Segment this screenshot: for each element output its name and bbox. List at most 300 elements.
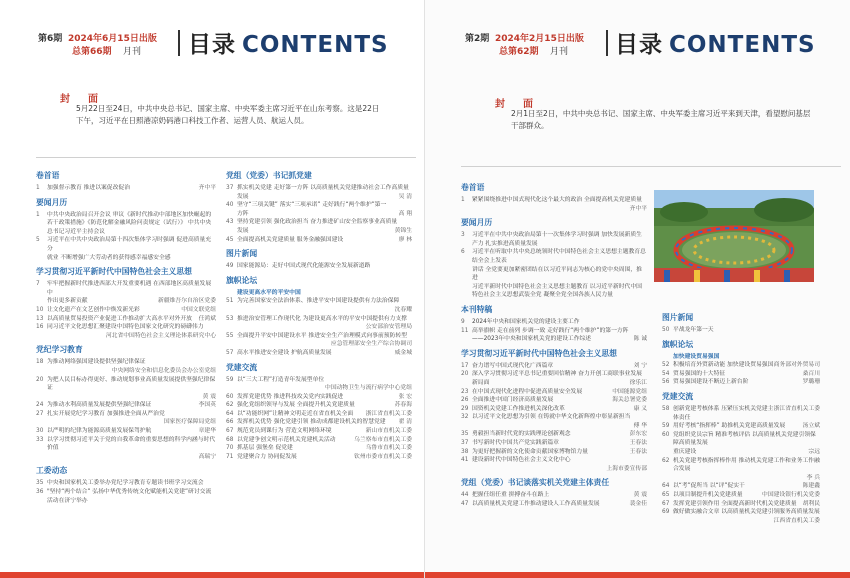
toc-entry[interactable] bbox=[461, 318, 647, 327]
page-number: 20 bbox=[36, 376, 44, 383]
entry-title: 全面推进中国门经济高质量发展 bbox=[472, 397, 554, 404]
toc-entry[interactable] bbox=[662, 457, 820, 474]
toc-entry[interactable] bbox=[226, 218, 412, 227]
page-number: 17 bbox=[461, 362, 469, 369]
entry-title: 习近平在听取中共中央总统领时代中国特色社会主义思想主题教育总结全会上发表 bbox=[472, 249, 646, 264]
toc-entry[interactable] bbox=[36, 184, 216, 193]
entry-title: 以习近平文化思想为引领 在铸就中华文化新辉煌中彰显新担当 bbox=[472, 414, 631, 421]
toc-entry[interactable] bbox=[662, 431, 820, 448]
entry-title: 勇毅担当新时代党的实践理论创新观念 bbox=[472, 431, 571, 438]
toc-entry[interactable] bbox=[662, 500, 820, 509]
toc-entry[interactable] bbox=[662, 491, 820, 500]
toc-entry-continuation bbox=[461, 283, 647, 292]
toc-entry-continuation bbox=[226, 384, 412, 393]
toc-entry[interactable] bbox=[662, 361, 820, 370]
entry-title: 坚持党建引领 强化政治担当 奋力推进矿山安全监察事业高质量 bbox=[237, 219, 398, 226]
cover-line: 干部群众。 bbox=[511, 121, 549, 130]
entry-title-continued bbox=[47, 418, 164, 427]
toc-entry[interactable] bbox=[36, 211, 216, 228]
page-number: 26 bbox=[461, 397, 469, 404]
publish-date: 2024年6月15日出版 bbox=[68, 34, 157, 44]
page-number: 62 bbox=[226, 402, 234, 409]
toc-entry[interactable] bbox=[226, 436, 412, 445]
entry-title: 规范党员到课行为 营造文明网络环境 bbox=[237, 428, 332, 435]
entry-author: 康 义 bbox=[633, 405, 647, 412]
toc-entry[interactable] bbox=[662, 508, 820, 517]
entry-title-continued: 产力 扎实推进高质量发展 bbox=[472, 240, 538, 247]
entry-author: 胡利民 bbox=[802, 500, 820, 507]
page-number: 24 bbox=[36, 402, 44, 409]
page-number: 56 bbox=[662, 379, 670, 386]
section-heading: 旗帜论坛 bbox=[226, 275, 258, 285]
section-heading: 本刊特稿 bbox=[461, 304, 493, 314]
entry-author: 商务部对外贸易司 bbox=[773, 362, 820, 369]
page-number: 29 bbox=[461, 405, 469, 412]
toc-entry[interactable] bbox=[36, 358, 216, 367]
entry-title: 习近平在中共中央政治局第十一次集体学习时强调 加快发展新质生 bbox=[472, 232, 642, 239]
section-heading: 党组（党委）书记抓党建 bbox=[226, 171, 312, 180]
title-cn: 目录 bbox=[188, 32, 236, 58]
entry-title-continued bbox=[237, 323, 366, 332]
entry-author: 黄锦生 bbox=[394, 227, 412, 234]
toc-entry-continuation bbox=[36, 453, 216, 462]
entry-author: 中国文联党组 bbox=[181, 306, 216, 313]
page-number: 54 bbox=[662, 370, 670, 377]
toc-entry[interactable] bbox=[226, 453, 412, 462]
cover-line: 5月22日至24日，中共中央总书记、国家主席、中央军委主席习近平在山东考察。这是22日 bbox=[76, 104, 380, 113]
entry-title-continued: 习近平新时代中国特色社会主义思想主题教育 以习近平新时代中国 bbox=[472, 283, 642, 290]
cover-line: 下午，习近平在日照港凉奶码港口科技工作者、运营人员、航运人员。 bbox=[76, 116, 309, 125]
entry-author: 刘 宁 bbox=[633, 362, 647, 369]
toc-entry-continuation bbox=[461, 335, 647, 344]
entry-title: 在中国式现代化进程中促进高质量安全发展 bbox=[472, 388, 583, 395]
entry-title-continued: 就业 不断增强广大劳动者的获得感幸福感安全感 bbox=[47, 254, 171, 261]
section-heading: 党组（党委）书记谈落实机关党建主体责任 bbox=[461, 478, 610, 488]
page-number: 65 bbox=[662, 491, 670, 498]
entry-title: 抓实机关党建 走好第一方阵 以高质量机关党建推动社会工作高质量 bbox=[237, 185, 409, 191]
section-heading: 党建交流 bbox=[662, 391, 694, 401]
section-heading: 卷首语 bbox=[36, 171, 60, 180]
toc-entry[interactable] bbox=[36, 376, 216, 393]
entry-title-continued: 作出更多新贡献 bbox=[47, 298, 88, 305]
entry-title: 党建聚合力 协同促发展 bbox=[237, 453, 297, 460]
page-number: 37 bbox=[226, 185, 234, 191]
toc-entry[interactable] bbox=[662, 326, 820, 335]
entry-author: 上海市委宣传部 bbox=[606, 465, 647, 472]
page-number: 43 bbox=[226, 219, 234, 226]
entry-title: 以项目制提升机关党建质量 bbox=[673, 491, 743, 498]
total-issue: 总第62期 bbox=[499, 47, 539, 57]
period: 月刊 bbox=[122, 47, 141, 57]
toc-entry-continuation bbox=[226, 323, 412, 332]
entry-author: 陈建鑫 bbox=[802, 483, 820, 490]
entry-title: 习近平在中共中央政治局第十四次集体学习时强调 促进高质量充分 bbox=[47, 237, 212, 252]
page-number: 52 bbox=[662, 362, 670, 369]
entry-author: 李国英 bbox=[198, 402, 216, 409]
toc-entry[interactable] bbox=[36, 401, 216, 410]
entry-title: 发挥党建优势 推进科技攻关党内实践促进 bbox=[237, 393, 344, 400]
toc-column-left-2 bbox=[226, 166, 412, 461]
entry-author: 乌兰察布市直机关工委 bbox=[354, 436, 412, 443]
toc-entry[interactable] bbox=[36, 323, 216, 332]
toc-entry[interactable] bbox=[461, 491, 647, 500]
toc-entry-continuation bbox=[36, 393, 216, 402]
entry-author: 新山市直机关工委 bbox=[365, 428, 412, 435]
toc-entry-continuation bbox=[226, 340, 412, 349]
issue-meta bbox=[38, 33, 157, 59]
toc-entry[interactable] bbox=[662, 482, 820, 491]
page-number: 51 bbox=[226, 298, 234, 305]
entry-title: 紧紧围绕推进中国式现代化这个最大的政治 全面提高机关党建质量 bbox=[472, 197, 642, 203]
toc-entry[interactable] bbox=[226, 262, 412, 271]
entry-title: 以“功能织网”让精神文明走近在省直机关全面 bbox=[237, 410, 354, 417]
toc-entry[interactable] bbox=[226, 184, 412, 193]
toc-entry-continuation bbox=[226, 193, 412, 202]
page-number: 62 bbox=[662, 457, 670, 464]
page-number: 55 bbox=[226, 332, 234, 339]
page-number: 64 bbox=[226, 410, 234, 417]
toc-column-right-1 bbox=[461, 178, 647, 509]
entry-title: 积极培育外贸新动能 加快建设贸易强国 bbox=[673, 362, 774, 369]
issue-number: 第2期 bbox=[465, 34, 490, 44]
page-number: 45 bbox=[226, 236, 234, 243]
toc-entry[interactable] bbox=[226, 401, 412, 410]
entry-author: 廖 林 bbox=[398, 236, 412, 243]
entry-title: 强化党组织领导与发展 全面提升机关党建质量 bbox=[237, 402, 355, 409]
entry-title-continued bbox=[472, 205, 630, 214]
toc-entry[interactable] bbox=[461, 413, 647, 422]
entry-author: 黄 震 bbox=[202, 393, 216, 400]
page-number: 1 bbox=[36, 185, 40, 191]
entry-title: 牢牢把握新时代推进西部大开发重要机遇 在西部地区高质量发展中 bbox=[47, 281, 212, 296]
entry-title-continued bbox=[47, 453, 199, 462]
page-number: 5 bbox=[36, 237, 40, 244]
page-number: 23 bbox=[461, 388, 469, 395]
bottom-bar bbox=[425, 572, 850, 578]
page-number: 67 bbox=[662, 500, 670, 507]
page-number: 40 bbox=[226, 202, 234, 209]
entry-author: 应急管理部安全生产综合协调司 bbox=[330, 341, 412, 348]
divider bbox=[461, 166, 841, 167]
entry-title: 2024年中央和国家机关党的建设主要工作 bbox=[472, 318, 580, 325]
toc-entry[interactable] bbox=[226, 297, 412, 306]
section-heading: 党纪学习教育 bbox=[36, 345, 83, 355]
entry-title-continued bbox=[673, 474, 807, 483]
toc-entry[interactable] bbox=[36, 427, 216, 436]
page-number: 37 bbox=[461, 440, 469, 447]
toc-entry[interactable] bbox=[226, 332, 412, 341]
toc-entry-continuation bbox=[461, 291, 647, 300]
entry-author: 王春法 bbox=[629, 440, 647, 447]
toc-entry[interactable] bbox=[461, 388, 647, 397]
page-number: 6 bbox=[461, 249, 465, 256]
entry-title: 让文化遗产在文艺创作中焕发新光彩 bbox=[47, 306, 140, 313]
entry-author: 罗璐珊 bbox=[802, 379, 820, 386]
entry-title-continued: 新局面 bbox=[472, 379, 490, 386]
toc-entry[interactable] bbox=[36, 315, 216, 324]
entry-title: 以党建争创文明示范机关党建机关活动 bbox=[237, 436, 336, 443]
cover-description bbox=[76, 103, 406, 127]
page-title bbox=[188, 26, 389, 59]
entry-title: 为完善国家安全法治体系、推进平安中国建设提供有力法治保障 bbox=[237, 298, 400, 305]
entry-title-continued: ——2023年中央和国家机关党的建设工作综述 bbox=[472, 336, 592, 343]
toc-column-right-2 bbox=[662, 308, 820, 525]
toc-entry[interactable] bbox=[461, 396, 647, 405]
toc-entry[interactable] bbox=[36, 436, 216, 453]
section-heading: 要闻月历 bbox=[36, 197, 68, 207]
page-number: 35 bbox=[36, 480, 44, 487]
page-number: 11 bbox=[461, 327, 469, 334]
entry-author: 高瑞宁 bbox=[198, 453, 216, 460]
entry-title-continued: 发展 bbox=[237, 193, 249, 200]
entry-author: 吴 清 bbox=[398, 193, 412, 200]
entry-author: 浙江省直机关工委 bbox=[365, 410, 412, 417]
page-number: 13 bbox=[36, 315, 44, 322]
entry-author: 乌鲁市直机关工委 bbox=[365, 445, 412, 452]
entry-title: 推进治安管理工作现代化 为建设更高水平的平安中国提供有力支撑 bbox=[237, 315, 407, 322]
page-number: 67 bbox=[226, 428, 234, 435]
entry-author: 徐乐江 bbox=[629, 379, 647, 386]
toc-entry[interactable] bbox=[226, 444, 412, 453]
toc-entry[interactable] bbox=[461, 430, 647, 439]
page-title bbox=[615, 26, 816, 59]
entry-author: 苏春海 bbox=[394, 402, 412, 409]
toc-entry[interactable] bbox=[461, 362, 647, 371]
page-number: 68 bbox=[226, 436, 234, 443]
page-number: 35 bbox=[461, 431, 469, 438]
toc-entry[interactable] bbox=[461, 500, 647, 509]
entry-author: 傅 华 bbox=[633, 422, 647, 429]
toc-entry-continuation bbox=[461, 465, 647, 474]
entry-title: 中央和国家机关工委举办党纪学习教育专题读书班学习交流会 bbox=[47, 480, 204, 487]
entry-title-continued bbox=[237, 340, 331, 349]
entry-title: 贸易强国建设不断迈上新台阶 bbox=[673, 379, 749, 386]
section-heading: 旗帜论坛 bbox=[662, 339, 694, 349]
toc-entry[interactable] bbox=[226, 349, 412, 358]
entry-title: 坚守“三项关键” 落实“三项承诺” 走好践行“两个维护”第一 bbox=[237, 202, 387, 209]
entry-author: 沈春耀 bbox=[394, 306, 412, 313]
period: 月刊 bbox=[549, 47, 568, 57]
page-number: 3 bbox=[461, 232, 465, 239]
page-number: 1 bbox=[461, 197, 465, 203]
page-number: 49 bbox=[226, 263, 234, 270]
entry-title-continued: 特色社会主义思想武装全党 凝聚全党全国各族人民力量 bbox=[472, 292, 613, 299]
entry-author: 任鸿斌 bbox=[198, 315, 216, 322]
entry-title: 书写新时代中国共产党实践新篇章 bbox=[472, 440, 559, 447]
entry-title-continued bbox=[47, 393, 203, 402]
page-number: 66 bbox=[226, 419, 234, 426]
entry-author: 李 兵 bbox=[806, 474, 820, 481]
right-page bbox=[425, 0, 850, 578]
photo-graphic bbox=[654, 190, 814, 282]
toc-entry[interactable] bbox=[226, 376, 412, 385]
festival-photo bbox=[654, 190, 814, 282]
entry-author: 王春法 bbox=[629, 448, 647, 455]
title-cn: 目录 bbox=[615, 32, 663, 58]
entry-author: 浙江省直机关工委 bbox=[773, 405, 820, 412]
entry-author: 河北省中国特色社会主义理论体系研究中心 bbox=[105, 332, 216, 339]
entry-title-continued bbox=[237, 384, 325, 393]
entry-author: 翟 清 bbox=[398, 419, 412, 426]
entry-title-continued: 总书记习近平主持会议 bbox=[47, 228, 105, 235]
entry-author: 齐中平 bbox=[629, 205, 647, 212]
cover-label: 封 面 bbox=[60, 94, 102, 105]
entry-author: 彭东宏 bbox=[629, 431, 647, 438]
toc-entry-continuation bbox=[36, 297, 216, 306]
page-number: 47 bbox=[461, 501, 469, 508]
toc-entry[interactable] bbox=[36, 306, 216, 315]
entry-author: 中国动物卫生与流行病学中心党组 bbox=[325, 385, 412, 392]
bottom-bar bbox=[0, 572, 425, 578]
toc-entry[interactable] bbox=[226, 236, 412, 245]
subsection-heading: 加快建设贸易强国 bbox=[673, 353, 720, 360]
entry-title-continued bbox=[47, 332, 106, 341]
entry-title: 以高质量机关党建工作推动建设人工作高质量发展 bbox=[472, 501, 600, 508]
entry-title: 国家能源局：走好中国式现代化能源安全发展新道路 bbox=[237, 263, 371, 270]
entry-title: 平战龙年第一天 bbox=[673, 327, 714, 333]
entry-title-continued bbox=[673, 517, 774, 526]
entry-title: 贸易强国的十大特征 bbox=[673, 370, 726, 377]
page-number: 53 bbox=[226, 315, 234, 322]
page-number: 69 bbox=[662, 509, 670, 516]
toc-entry[interactable] bbox=[461, 231, 647, 240]
subsection-heading: 建设更高水平的平安中国 bbox=[237, 289, 301, 296]
entry-title: 建设新时代中国特色社会主义文化中心 bbox=[472, 457, 571, 464]
toc-entry[interactable] bbox=[226, 201, 412, 210]
entry-title: 以严明的纪律为能源高质量发展保驾护航 bbox=[47, 428, 152, 435]
toc-entry[interactable] bbox=[36, 479, 216, 488]
entry-author: 宗远 bbox=[808, 448, 820, 455]
toc-entry[interactable] bbox=[461, 196, 647, 205]
page-number: 50 bbox=[662, 327, 670, 333]
entry-title: "坚持“两个结合” 弘扬中华优秀传统文化赋能机关党建”研讨交流 bbox=[47, 489, 212, 496]
entry-title-continued bbox=[472, 422, 634, 431]
entry-title: 以学习贯彻习近平关于党的自我革命的重要思想的科学内涵与时代价值 bbox=[47, 436, 216, 452]
toc-entry[interactable] bbox=[36, 410, 216, 419]
toc-entry[interactable] bbox=[662, 422, 820, 431]
toc-entry[interactable] bbox=[461, 327, 647, 336]
toc-entry[interactable] bbox=[36, 280, 216, 297]
entry-author: 张 宏 bbox=[398, 393, 412, 400]
toc-entry-continuation bbox=[662, 474, 820, 483]
entry-title: 国资机关党建工作推进机关深化改革 bbox=[472, 405, 565, 412]
toc-entry[interactable] bbox=[461, 370, 647, 379]
section-heading: 卷首语 bbox=[461, 183, 485, 192]
issue-meta bbox=[465, 33, 584, 59]
toc-entry[interactable] bbox=[36, 488, 216, 497]
section-heading: 要闻月历 bbox=[461, 218, 493, 228]
entry-title: 全面提升平安中国建设水平 推进安全生产治理模式向事前预防转型 bbox=[237, 332, 407, 339]
entry-title: 高水平推进安全建设 护航高质量发展 bbox=[237, 349, 332, 356]
title-en: CONTENTS bbox=[669, 32, 816, 58]
entry-title-continued: 方阵 bbox=[237, 210, 249, 217]
page-number: 20 bbox=[461, 371, 469, 378]
page-number: 30 bbox=[36, 428, 44, 435]
entry-author: 江西省直机关工委 bbox=[773, 517, 820, 524]
toc-entry[interactable] bbox=[461, 405, 647, 414]
entry-author: 公安部治安管理局 bbox=[365, 324, 412, 331]
toc-entry-continuation bbox=[461, 379, 647, 388]
entry-title: 机关党建考核指挥棒作用 推动机关党建工作和业务工作融合发展 bbox=[673, 457, 820, 473]
page-number: 60 bbox=[226, 393, 234, 400]
entry-title: 奋力谱写中国式现代化广西篇章 bbox=[472, 362, 554, 369]
toc-entry[interactable] bbox=[226, 427, 412, 436]
toc-entry-continuation bbox=[662, 448, 820, 457]
toc-entry[interactable] bbox=[226, 418, 412, 427]
title-divider bbox=[178, 30, 180, 56]
entry-title-continued bbox=[47, 367, 112, 376]
publish-date: 2024年2月15日出版 bbox=[495, 34, 584, 44]
page-number: 38 bbox=[461, 448, 469, 455]
entry-title: 党组织党员宗旨 精准考核评估 以高质量机关党建引领保障高质量发展 bbox=[673, 431, 816, 447]
section-heading: 学习贯彻习近平新时代中国特色社会主义思想 bbox=[461, 348, 617, 358]
toc-entry[interactable] bbox=[226, 410, 412, 419]
toc-entry[interactable] bbox=[461, 248, 647, 265]
toc-entry-continuation bbox=[36, 497, 216, 506]
toc-column-left-1 bbox=[36, 166, 216, 505]
toc-entry[interactable] bbox=[461, 448, 647, 457]
toc-entry[interactable] bbox=[226, 315, 412, 324]
toc-entry-continuation bbox=[36, 254, 216, 263]
toc-entry[interactable] bbox=[36, 236, 216, 253]
toc-entry-continuation bbox=[36, 418, 216, 427]
total-issue: 总第66期 bbox=[72, 47, 112, 57]
entry-title: 用好考核“指挥棒” 助推机关党建高质量发展 bbox=[673, 423, 786, 430]
cover-line: 2月1日至2日，中共中央总书记、国家主席、中央军委主席习近平来到天津，看望慰问基层 bbox=[511, 109, 811, 118]
entry-author: 中国建设银行机关党委 bbox=[762, 491, 820, 498]
toc-entry-continuation bbox=[226, 210, 412, 219]
toc-entry[interactable] bbox=[662, 370, 820, 379]
entry-title: 全面提高机关党建质量 服务金融强国建设 bbox=[237, 236, 344, 243]
entry-title: 同习近平文化思想汇聚建设中国特色国家文化研究的磅礴伟力 bbox=[47, 324, 204, 331]
entry-author: 裴金佳 bbox=[629, 501, 647, 508]
entry-author: 陈 诚 bbox=[633, 336, 647, 343]
page-number: 60 bbox=[662, 431, 670, 438]
toc-entry-continuation bbox=[461, 240, 647, 249]
title-en: CONTENTS bbox=[242, 32, 389, 58]
cover-description bbox=[511, 108, 821, 132]
toc-entry-continuation bbox=[461, 422, 647, 431]
page-number: 10 bbox=[36, 306, 44, 313]
page-number: 41 bbox=[461, 457, 469, 464]
section-heading: 学习贯彻习近平新时代中国特色社会主义思想 bbox=[36, 267, 192, 277]
entry-author: 高 翔 bbox=[398, 210, 412, 217]
cover-label: 封 面 bbox=[495, 99, 537, 110]
toc-entry[interactable] bbox=[662, 405, 820, 422]
entry-title-continued bbox=[237, 306, 395, 315]
entry-title: 以“三大工程”打造青年发展型单位 bbox=[237, 376, 325, 383]
page-number: 16 bbox=[36, 324, 44, 331]
title-divider bbox=[606, 30, 608, 56]
entry-author: 中国能源党组 bbox=[612, 388, 647, 395]
entry-author: 桑百川 bbox=[802, 370, 820, 377]
page-number: 59 bbox=[662, 423, 670, 430]
page-number: 64 bbox=[662, 483, 670, 490]
entry-author: 黄 震 bbox=[633, 492, 647, 499]
entry-author: 中央网络安全和信息化委员会办公室党组 bbox=[111, 367, 216, 374]
page-number: 36 bbox=[36, 489, 44, 496]
toc-entry[interactable] bbox=[226, 393, 412, 402]
toc-entry[interactable] bbox=[461, 456, 647, 465]
page-number: 59 bbox=[226, 376, 234, 383]
section-heading: 图片新闻 bbox=[662, 313, 694, 322]
page-number: 7 bbox=[36, 281, 40, 288]
entry-author: 齐中平 bbox=[198, 185, 216, 191]
issue-number: 第6期 bbox=[38, 34, 63, 44]
toc-entry[interactable] bbox=[461, 439, 647, 448]
toc-entry[interactable] bbox=[662, 378, 820, 387]
entry-title: 为推动网络强国建设提供坚强纪律保证 bbox=[47, 359, 146, 366]
